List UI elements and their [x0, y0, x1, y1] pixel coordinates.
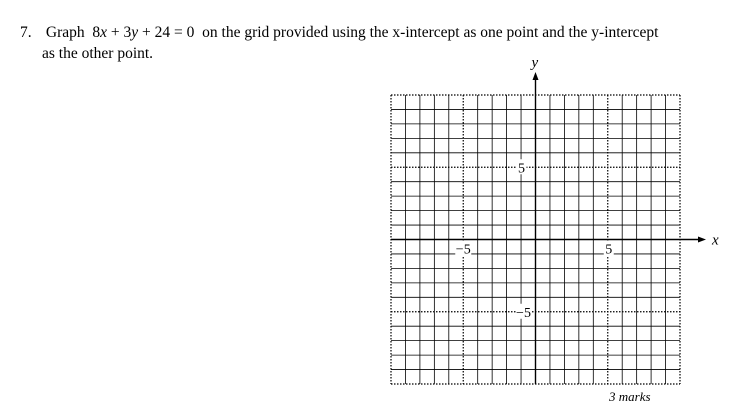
question-prefix: Graph [45, 24, 85, 41]
y-axis-label: y [531, 55, 539, 71]
tick-label-x-neg5: −5 [455, 242, 471, 258]
equation: 8x + 3y + 24 = 0 [92, 24, 195, 41]
x-axis-arrow [698, 237, 706, 243]
tick-label-x-pos5: 5 [605, 242, 613, 258]
y-axis-arrow [533, 72, 539, 80]
marks-label: 3 marks [609, 389, 651, 404]
x-axis-label: x [712, 232, 719, 249]
tick-label-y-neg5: −5 [516, 305, 531, 321]
question-line-2: as the other point. [42, 45, 154, 62]
question-number: 7. [20, 24, 32, 41]
question-text-rest: on the grid provided using the x-intercept as one point and the y-intercept [202, 24, 659, 41]
tick-label-y-pos5: 5 [518, 161, 525, 177]
